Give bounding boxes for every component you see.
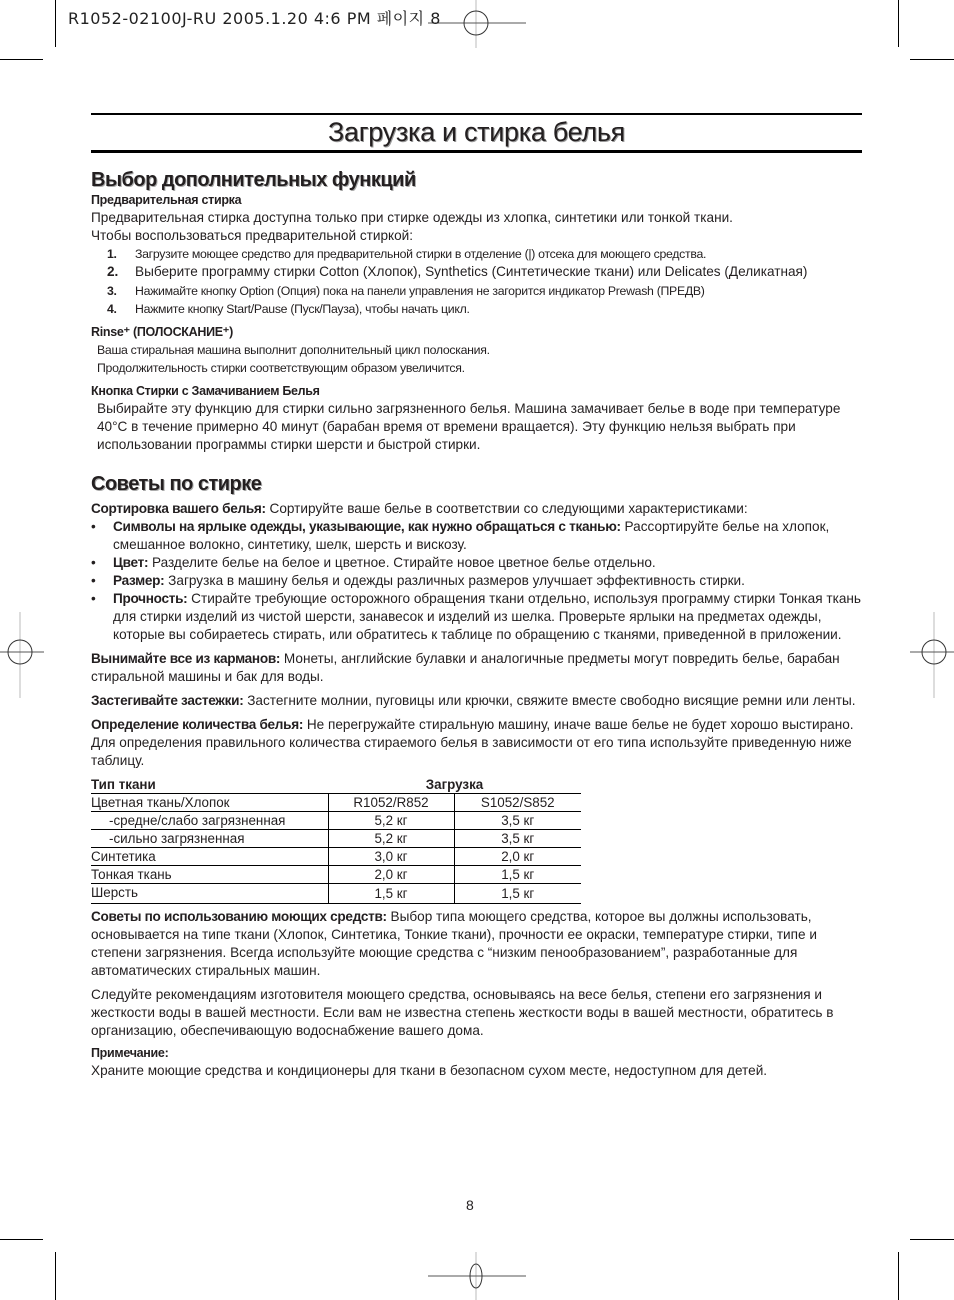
page-content: [91, 168, 866, 1080]
crop-mark: [898, 0, 899, 47]
prewash-steps: [91, 245, 866, 318]
registration-mark-icon: [0, 600, 44, 700]
table-header-row: [91, 776, 581, 794]
prewash-intro-2: Чтобы воспользоваться предварительной стиркой:: [91, 228, 414, 243]
prewash-heading: Предварительная стирка: [91, 193, 242, 207]
note-text: Храните моющие средства и кондиционеры для ткани в безопасном сухом месте, недоступном для детей.: [91, 1063, 768, 1078]
load-table: [91, 776, 581, 904]
rinse-text-2: Продолжительность стирки соответствующим образом увеличится.: [97, 361, 465, 375]
fasteners-paragraph: Застегивайте застежки: Застегните молнии, пуговицы или крючки, свяжите вместе свободно висящие ремни или ленты.: [91, 693, 856, 708]
bullet-item: • Размер: Загрузка в машину белья и одежды различных размеров улучшает эффективность стирки.: [91, 573, 745, 588]
bullet-item: • Цвет: Разделите белье на белое и цветное. Стирайте новое цветное белье отдельно.: [91, 555, 656, 570]
crop-mark: [0, 1239, 43, 1240]
column-header-type: Тип ткани: [91, 776, 328, 794]
column-header-load: Загрузка: [328, 776, 581, 794]
print-slug: R1052-02100J-RU 2005.1.20 4:6 PM 페이지 8: [68, 9, 441, 28]
bullet-item: • Прочность: Стирайте требующие осторожного обращения ткани отдельно, используя программу стирки Тонкая ткань для стирки изделий из чистой шерсти, занавесок и изделий из шелка. Проверьте ярлыки на предметах одежды, которые вы собираетесь стирать, или обратитесь к таблице по обращению с тканями, приведенной в приложении.: [91, 591, 861, 642]
follow-paragraph: Следуйте рекомендациям изготовителя моющего средства, основываясь на весе белья, степени его загрязнения и жесткости воды в вашей местности. Если вам не известна степень жесткости воды в вашей местности, обратитесь в организацию, обеспечивающую водоснабжение вашего дома.: [91, 987, 834, 1038]
table-row: -сильно загрязненная 5,2 кг 3,5 кг: [91, 830, 581, 848]
sorting-paragraph: Сортировка вашего белья: Сортируйте ваше белье в соответствии со следующими характеристиками:: [91, 501, 748, 516]
rinse-text-1: Ваша стиральная машина выполнит дополнительный цикл полоскания.: [97, 343, 490, 357]
bullet-item: • Символы на ярлыке одежды, указывающие, как нужно обращаться с тканью: Рассортируйте белье на хлопок, смешанное волокно, синтетику, шелк, шерсть и вискозу.: [91, 519, 830, 552]
prewash-step: 1. Загрузите моющее средство для предварительной стирки в отделение (|) отсека для моющего средства.: [107, 247, 707, 261]
table-row: Шерсть 1,5 кг 1,5 кг: [91, 884, 581, 904]
registration-mark-icon: [428, 1252, 526, 1300]
prewash-step: 3. Нажимайте кнопку Option (Опция) пока на панели управления не загорится индикатор Prewash (ПРЕДВ): [107, 284, 705, 298]
soak-heading: Кнопка Стирки с Замачиванием Белья: [91, 384, 320, 398]
crop-mark: [55, 1252, 56, 1300]
detergent-paragraph: Советы по использованию моющих средств: Выбор типа моющего средства, которое вы должны использовать, основывается на типе ткани (Хлопок, Синтетика, Тонкие ткани), прочности ее окраски, температуре стирки, типе и степени загрязнения. Всегда используйте моющие средства с “низким пенообразованием”, разработанные для автоматических стиральных машин.: [91, 909, 817, 978]
table-row: Синтетика 3,0 кг 2,0 кг: [91, 848, 581, 866]
title-rule-top: [91, 113, 862, 115]
section-heading-tips: Советы по стирке: [91, 473, 262, 495]
crop-mark: [898, 1252, 899, 1300]
registration-mark-icon: [910, 600, 954, 700]
title-rule-bottom: [91, 150, 862, 153]
prewash-intro: Предварительная стирка доступна только при стирке одежды из хлопка, синтетики или тонкой ткани.: [91, 210, 733, 225]
table-row: Тонкая ткань 2,0 кг 1,5 кг: [91, 866, 581, 884]
crop-mark: [910, 1239, 954, 1240]
prewash-step: 2. Выберите программу стирки Cotton (Хлопок), Synthetics (Синтетические ткани) или Delicates (Деликатная): [107, 264, 808, 279]
table-row: Цветная ткань/Хлопок R1052/R852 S1052/S852: [91, 794, 581, 812]
prewash-step: 4. Нажмите кнопку Start/Pause (Пуск/Пауза), чтобы начать цикл.: [107, 302, 470, 316]
crop-mark: [910, 59, 954, 60]
amount-paragraph: Определение количества белья: Не перегружайте стиральную машину, иначе ваше белье не будет хорошо выстирано. Для определения правильного количества стираемого белья в зависимости от его типа используйте приведенную ниже таблицу.: [91, 717, 854, 768]
page-number: 8: [466, 1197, 474, 1213]
crop-mark: [0, 59, 43, 60]
table-row: -средне/слабо загрязненная 5,2 кг 3,5 кг: [91, 812, 581, 830]
registration-mark-icon: [428, 0, 526, 50]
crop-mark: [55, 0, 56, 47]
note-heading: Примечание:: [91, 1046, 169, 1060]
pockets-paragraph: Вынимайте все из карманов: Монеты, английские булавки и аналогичные предметы могут повредить белье, барабан стиральной машины и бак для воды.: [91, 651, 840, 684]
page-title: Загрузка и стирка белья: [328, 117, 625, 147]
section-heading-options: Выбор дополнительных функций: [91, 169, 416, 191]
soak-text: Выбирайте эту функцию для стирки сильно загрязненного белья. Машина замачивает белье в воде при температуре 40°C в течение примерно 40 минут (барабан время от времени вращается). Эту функцию нельзя выбрать при использовании программы стирки шерсти и быстрой стирки.: [97, 401, 841, 452]
rinse-heading: Rinse⁺ (ПОЛОСКАНИЕ⁺): [91, 325, 233, 339]
sorting-bullets: [91, 518, 866, 644]
